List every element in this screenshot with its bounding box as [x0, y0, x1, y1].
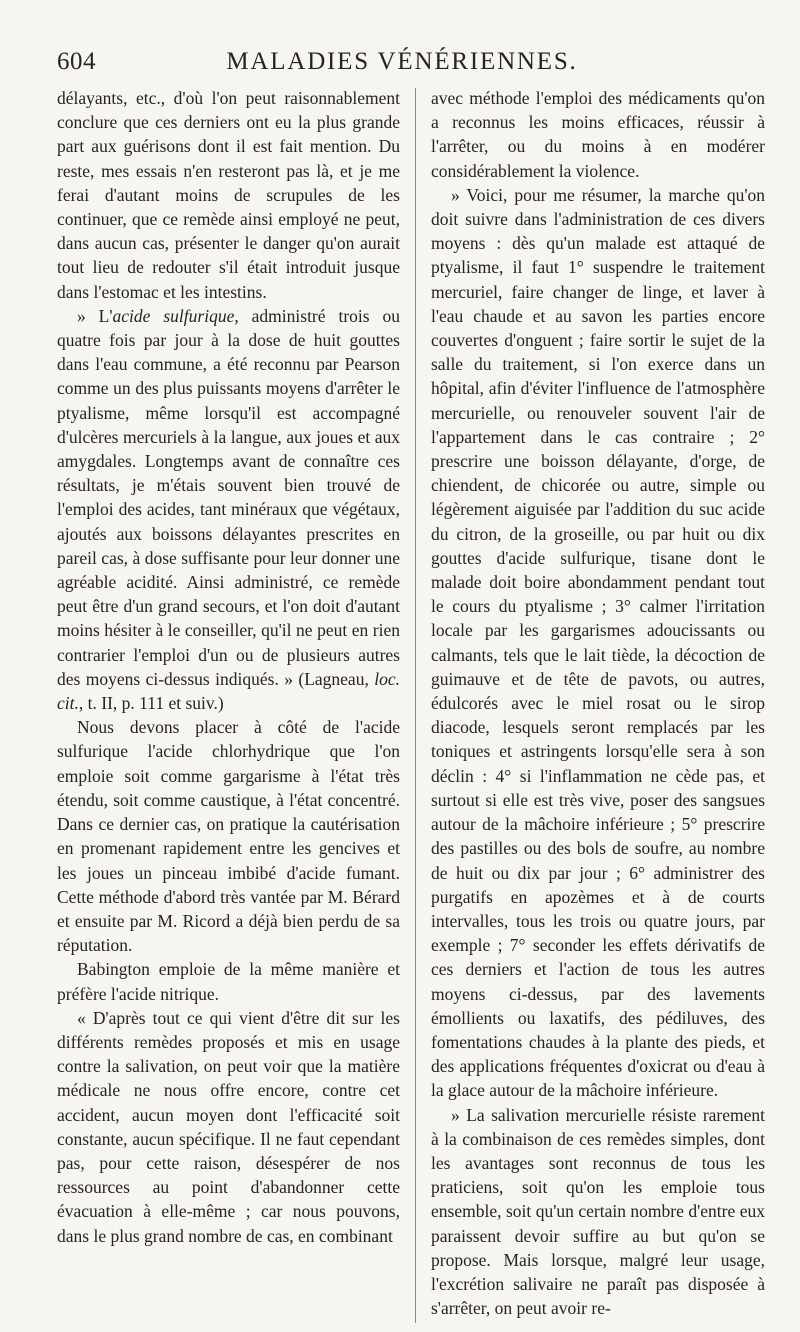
paragraph: délayants, etc., d'où l'on peut raisonnablement conclure que ces derniers ont eu la plus grande part aux guérisons dont il est fait mention. Du reste, mes essais n'en resteront pas là, et je me ferai d'autant moins de scrupules de les continuer, que ce remède ainsi employé ne peut, dans aucun cas, présenter le danger qu'on aurait tout lieu de redouter s'il était introduit jusque dans l'estomac et les intestins. [57, 88, 400, 302]
paragraph: Babington emploie de la même manière et préfère l'acide nitrique. [57, 959, 400, 1004]
paragraph: » La salivation mercurielle résiste rarement à la combinaison de ces remèdes simples, dont les avantages sont reconnus de tous les praticiens, soit qu'on les emploie tous ensemble, soit qu'un certain nombre d'entre eux paraissent devoir suffire au but qu'on se propose. Mais lorsque, malgré leur usage, l'excrétion salivaire ne paraît pas disposée à s'arrêter, on peut avoir re- [431, 1104, 765, 1319]
paragraph: Nous devons placer à côté de l'acide sulfurique l'acide chlorhydrique que l'on emploie soit comme gargarisme à l'état très étendu, soit comme caustique, à l'état concentré. Dans ce dernier cas, on pratique la cautérisation en promenant rapidement entre les gencives et les joues un pinceau imbibé d'acide fumant. Cette méthode d'abord très vantée par M. Bérard et ensuite par M. Ricord a déjà bien perdu de sa réputation. [57, 717, 400, 956]
paragraph: » Voici, pour me résumer, la marche qu'on doit suivre dans l'administration de ces divers moyens : dès qu'un malade est attaqué de ptyalisme, il faut 1° suspendre le traitement mercuriel, faire changer de linge, et laver à l'eau chaude et au savon les parties encore couvertes d'onguent ; faire sortir le sujet de la salle du traitement, si l'on exerce dans un hôpital, afin d'éviter l'influence de l'atmosphère mercurielle, ou renouveler souvent l'air de l'appartement dans le cas contraire ; 2° prescrire une boisson délayante, d'orge, de chiendent, de chicorée ou autre, simple ou légèrement aiguisée par l'addition du suc acide du citron, de la groseille, ou par huit ou dix gouttes d'acide sulfurique, tisane dont le malade doit boire abondamment pendant tout le cours du ptyalisme ; 3° calmer l'irritation locale par les gargarismes adoucissants ou calmants, tels que le lait tiède, la décoction de guimauve et de tête de pavots, ou autres, édulcorés avec le miel rosat ou le sirop diacode, lesquels seront remplacés par les toniques et astringents lorsqu'elle sera à son déclin : 4° si l'inflammation ne cède pas, et surtout si elle est très vive, poser des sangsues autour de la mâchoire inférieure ; 5° prescrire des pastilles ou des bols de soufre, au nombre de huit ou dix par jour ; 6° administrer des purgatifs en apozèmes et à de courts intervalles, tous les trois ou quatre jours, par exemple ; 7° seconder les effets dérivatifs de ces derniers et l'action de tous les autres moyens ci-dessus, par des lavements émollients ou laxatifs, des pédiluves, des fomentations chaudes à la plante des pieds, et des applications fréquentes d'oxicrat ou d'eau à la glace autour de la mâchoire inférieure. [431, 184, 765, 1101]
running-head: MALADIES VÉNÉRIENNES. [226, 48, 578, 75]
italic-term: acide sulfurique [112, 305, 235, 326]
text-run: , t. II, p. 111 et suiv.) [78, 693, 224, 714]
text-run: , administré trois ou quatre fois par jour à la dose de huit gouttes dans l'eau commune, a été reconnu par Pearson comme un des plus puissants moyens d'arrêter le ptyalisme, même lorsqu'il est accompagné d'ulcères mercuriels à la langue, aux joues et aux amygdales. Longtemps avant de connaître ces résultats, je m'étais souvent bien trouvé de l'emploi des acides, tant minéraux que végétaux, ajoutés aux boissons délayantes prescrites en pareil cas, à dose suffisante pour leur donner une agréable acidité. Ainsi administré, ce remède peut être d'un grand secours, et l'on doit d'autant moins hésiter à le conseiller, qu'il ne peut en rien contrarier l'emploi d'un ou de plusieurs autres des moyens ci-dessus indiqués. » (Lagneau, [57, 305, 401, 689]
paragraph: avec méthode l'emploi des médicaments qu'on a reconnus les moins efficaces, réussir à l'arrêter, ou du moins à en modérer considérablement la violence. [431, 88, 765, 181]
text-run: » L' [77, 305, 113, 326]
citation: loc. cit. [57, 668, 400, 714]
left-column [57, 86, 400, 1248]
right-column [431, 86, 765, 1320]
paragraph: « D'après tout ce qui vient d'être dit sur les différents remèdes proposés et mis en usage contre la salivation, on peut voir que la matière médicale ne nous offre encore, contre cet accident, aucun moyen dont l'efficacité soit constante, aucun spécifique. Il ne faut cependant pas, pour cette raison, désespérer de nos ressources au point d'abandonner cette évacuation à elle-même ; car nous pouvons, dans le plus grand nombre de cas, en combinant [57, 1007, 400, 1246]
page-number: 604 [57, 48, 96, 75]
paragraph [57, 304, 400, 715]
page-header [57, 48, 747, 82]
column-divider [415, 88, 416, 1323]
